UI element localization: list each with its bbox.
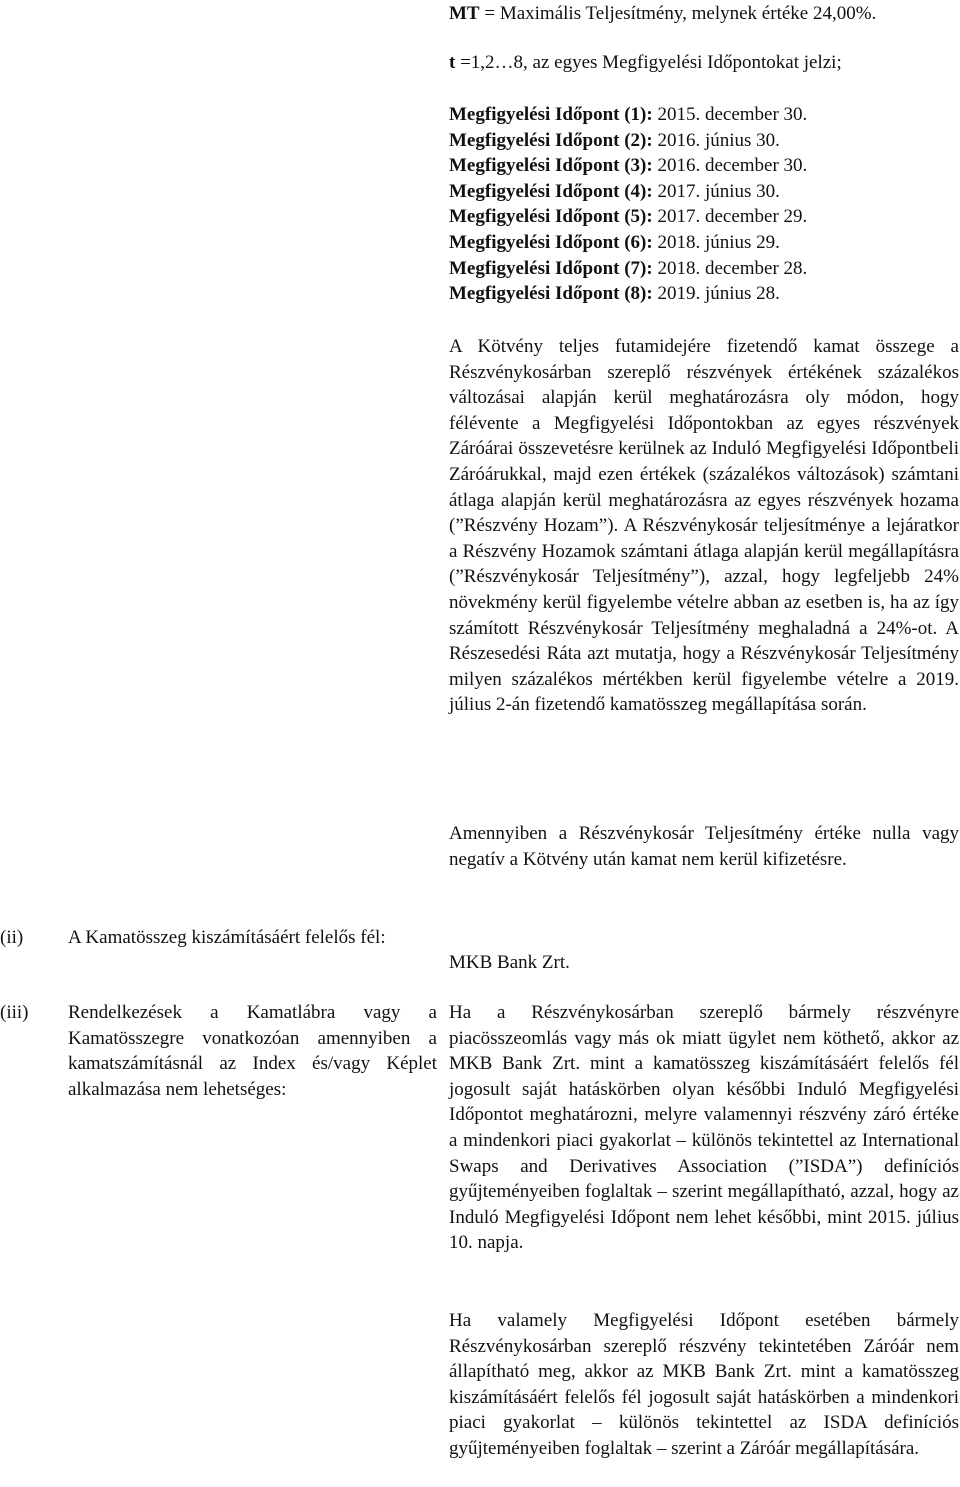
observation-date-8: Megfigyelési Időpont (8): 2019. június 28. <box>449 283 780 305</box>
row-iii-number: (iii) <box>0 1002 29 1023</box>
interest-description-paragraph: A Kötvény teljes futamidejére fizetendő kamat összege a Részvénykosárban szereplő részvények értékének százalékos változásai alapján kerül meghatározásra oly módon, hogy félévente a Megfigyelési Időpontokban az egyes részvények Záróárai összevetésre kerülnek az Induló Megfigyelési Időpontbeli Záróárukkal, majd ezen értékek (százalékos változások) számtani átlaga alapján kerül meghatározásra az egyes részvények hozama (”Részvény Hozam”). A Részvénykosár teljesítménye a lejáratkor a Részvény Hozamok számtani átlaga alapján kerül megállapításra (”Részvénykosár Teljesítmény”), azzal, hogy legfeljebb 24% növekmény kerül figyelembe vételre abban az esetben is, ha az így számított Részvénykosár Teljesítmény meghaladná a 24%-ot. A Részesedési Ráta azt mutatja, hogy a Részvénykosár Teljesítmény milyen százalékos mértékben kerül figyelembe vételre a 2019. július 2-án fizetendő kamatösszeg megállapítása során. <box>449 336 959 716</box>
mt-definition <box>449 1 959 27</box>
row-ii-number: (ii) <box>0 927 24 948</box>
row-iii-paragraph-1: Ha a Részvénykosárban szereplő bármely részvényre piacösszeomlás vagy más ok miatt ügylet nem köthető, akkor az MKB Bank Zrt. mint a kamatösszeg kiszámításáért felelős fél jogosult saját hatáskörben olyan későbbi Induló Megfigyelési Időpontot meghatározni, melyre valamennyi részvény záró értéke a mindenkori piaci gyakorlat – különös tekintettel az International Swaps and Derivatives Association (”ISDA”) definíciós gyűjteményeiben foglaltak – szerint megállapítható, azzal, hogy az Induló Megfigyelési Időpont nem lehet későbbi, mint 2015. július 10. napja. <box>449 1002 959 1254</box>
observation-date-4: Megfigyelési Időpont (4): 2017. június 30. <box>449 180 780 202</box>
t-symbol: t <box>449 52 456 73</box>
observation-date-5: Megfigyelési Időpont (5): 2017. december 29. <box>449 206 808 228</box>
row-iii-paragraph-2: Ha valamely Megfigyelési Időpont esetében bármely Részvénykosárban szereplő részvény tekintetében Záróár nem állapítható meg, akkor az MKB Bank Zrt. mint a kamatösszeg kiszámításáért felelős fél jogosult saját hatáskörben a mindenkori piaci gyakorlat – különös tekintettel az ISDA definíciós gyűjteményeiben foglaltak – szerint a Záróár megállapítására. <box>449 1310 959 1459</box>
t-definition <box>449 50 959 76</box>
row-ii-value: MKB Bank Zrt. <box>449 952 570 973</box>
t-text: =1,2…8, az egyes Megfigyelési Időpontokat jelzi; <box>455 52 842 73</box>
row-iii-label: Rendelkezések a Kamatlábra vagy a Kamatösszegre vonatkozóan amennyiben a kamatszámításnál az Index és/vagy Képlet alkalmazása nem lehetséges: <box>68 1002 437 1100</box>
no-interest-paragraph: Amennyiben a Részvénykosár Teljesítmény értéke nulla vagy negatív a Kötvény után kamat nem kerül kifizetésre. <box>449 823 959 870</box>
observation-date-2: Megfigyelési Időpont (2): 2016. június 30. <box>449 129 780 151</box>
observation-date-3: Megfigyelési Időpont (3): 2016. december 30. <box>449 155 808 177</box>
observation-date-6: Megfigyelési Időpont (6): 2018. június 29. <box>449 231 780 253</box>
observation-date-1: Megfigyelési Időpont (1): 2015. december 30. <box>449 104 808 125</box>
mt-text: = Maximális Teljesítmény, melynek értéke 24,00%. <box>479 3 877 24</box>
mt-symbol: MT <box>449 3 480 24</box>
row-ii-label: A Kamatösszeg kiszámításáért felelős fél: <box>68 927 386 948</box>
observation-dates-list <box>449 102 959 307</box>
observation-date-7: Megfigyelési Időpont (7): 2018. december 28. <box>449 257 808 279</box>
